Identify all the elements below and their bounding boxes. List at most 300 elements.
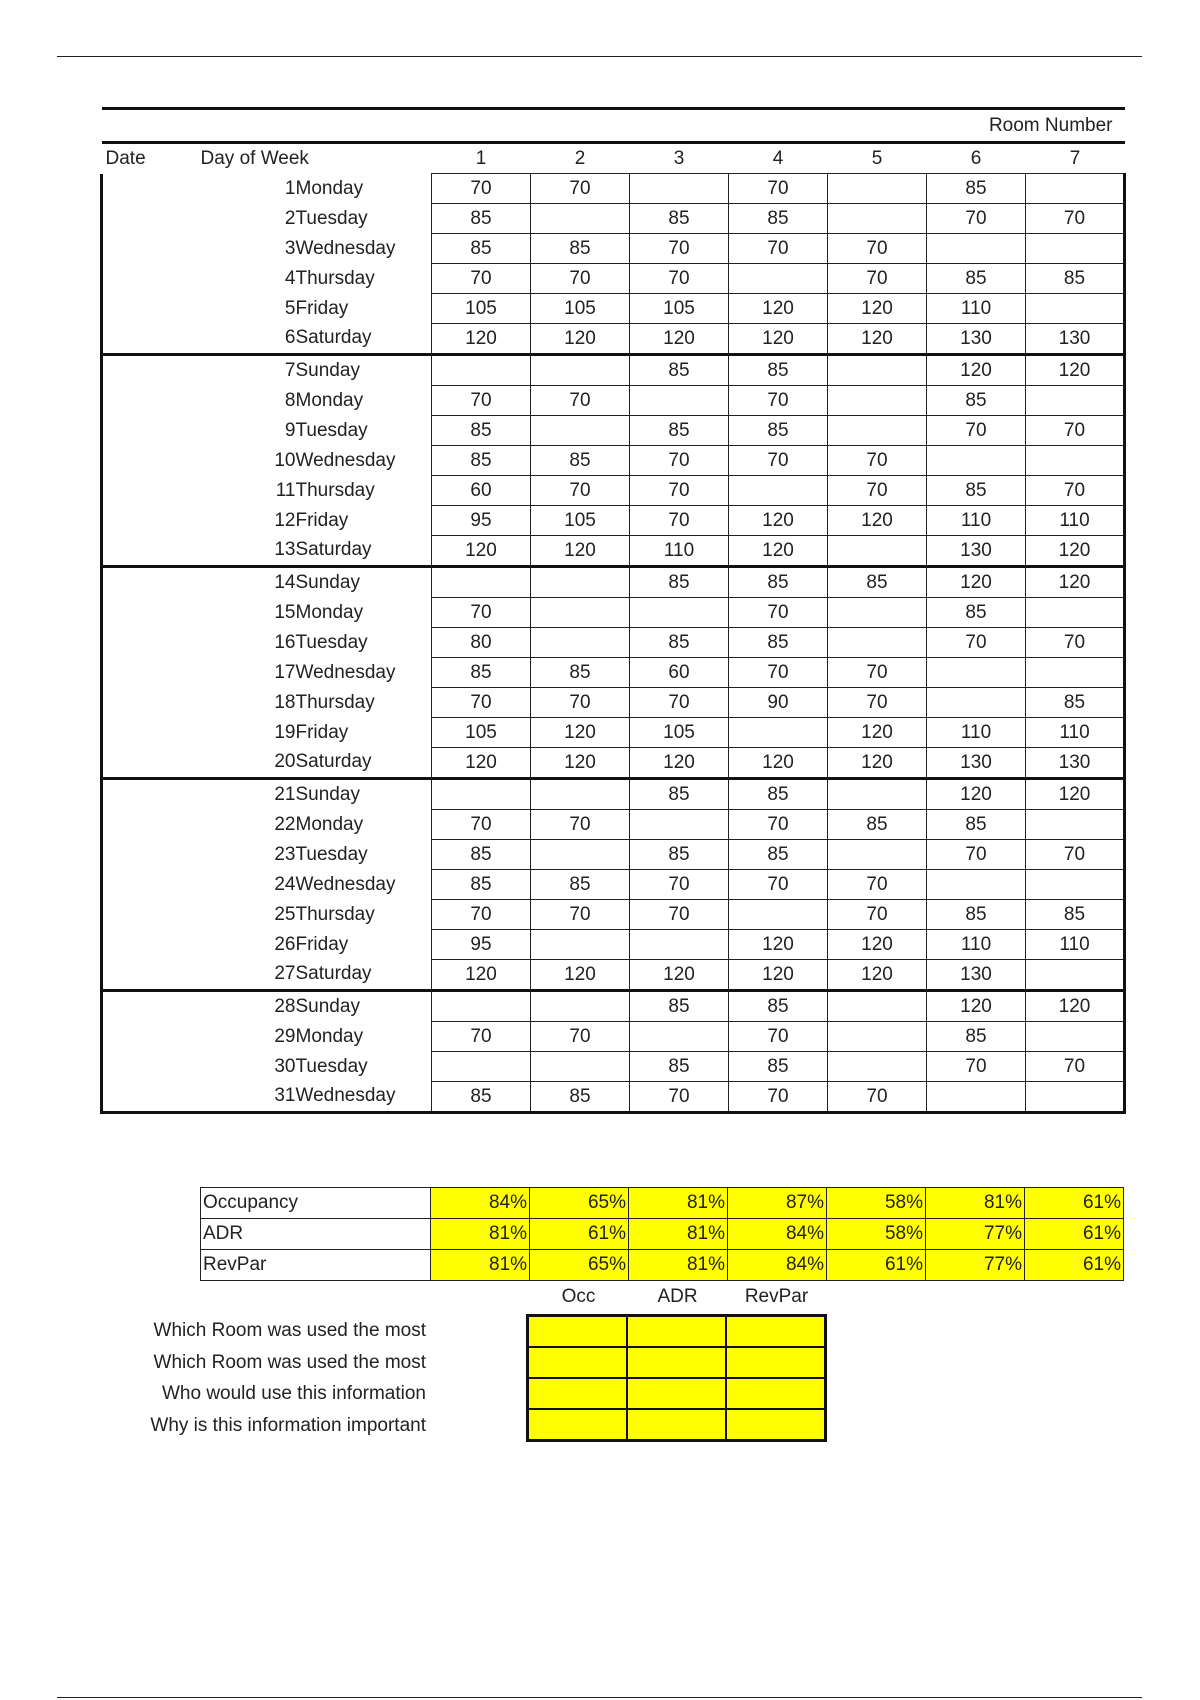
date-cell <box>102 930 199 960</box>
rate-cell: 70 <box>828 688 927 718</box>
rate-cell <box>1026 234 1125 264</box>
day-name: Saturday <box>295 327 372 349</box>
rate-cell: 85 <box>630 355 729 386</box>
day-cell <box>199 628 432 658</box>
table-row <box>102 1022 1125 1052</box>
rate-cell <box>828 355 927 386</box>
rate-cell <box>531 991 630 1022</box>
rate-cell: 85 <box>1026 688 1125 718</box>
answer-cell[interactable] <box>528 1316 628 1348</box>
rate-cell: 70 <box>531 810 630 840</box>
table-row <box>102 536 1125 567</box>
rate-cell <box>630 810 729 840</box>
day-cell <box>199 174 432 204</box>
table-row <box>102 900 1125 930</box>
rate-cell <box>927 658 1026 688</box>
table-row <box>102 476 1125 506</box>
rate-cell <box>1026 598 1125 628</box>
rate-cell: 70 <box>1026 628 1125 658</box>
rate-cell <box>729 900 828 930</box>
day-name: Friday <box>295 933 349 955</box>
day-name: Monday <box>295 389 364 411</box>
date-cell <box>102 355 199 386</box>
answer-cell[interactable] <box>627 1378 726 1409</box>
table-row <box>102 718 1125 748</box>
rate-cell: 120 <box>729 294 828 324</box>
summary-value: 77% <box>926 1250 1025 1281</box>
rate-cell <box>927 688 1026 718</box>
rate-cell: 70 <box>729 658 828 688</box>
rate-cell: 105 <box>531 506 630 536</box>
date-number: 24 <box>274 873 296 895</box>
rate-cell: 85 <box>1026 900 1125 930</box>
rate-cell: 70 <box>927 628 1026 658</box>
day-name: Tuesday <box>295 1055 368 1077</box>
rate-cell: 70 <box>729 234 828 264</box>
rate-cell: 105 <box>630 294 729 324</box>
date-cell <box>102 264 199 294</box>
rate-cell <box>630 930 729 960</box>
rate-cell: 85 <box>432 234 531 264</box>
rate-cell: 120 <box>531 324 630 355</box>
date-number: 5 <box>284 297 296 319</box>
rate-cell: 120 <box>828 748 927 779</box>
day-cell <box>199 1052 432 1082</box>
day-name: Tuesday <box>295 631 368 653</box>
rate-cell: 70 <box>432 386 531 416</box>
answer-cell[interactable] <box>726 1409 826 1441</box>
rate-cell: 85 <box>729 567 828 598</box>
table-row <box>102 416 1125 446</box>
rate-cell: 85 <box>630 991 729 1022</box>
rate-cell: 110 <box>927 718 1026 748</box>
date-number: 25 <box>274 903 296 925</box>
day-cell <box>199 779 432 810</box>
rate-cell: 85 <box>432 658 531 688</box>
day-name: Wednesday <box>295 661 396 683</box>
rate-cell: 70 <box>531 264 630 294</box>
table-row <box>102 506 1125 536</box>
summary-value: 77% <box>926 1219 1025 1250</box>
rate-cell: 85 <box>729 416 828 446</box>
date-cell <box>102 840 199 870</box>
date-cell <box>102 628 199 658</box>
rate-cell: 70 <box>729 1022 828 1052</box>
summary-value: 61% <box>530 1219 629 1250</box>
room-column-header: 4 <box>729 143 828 174</box>
date-cell <box>102 900 199 930</box>
day-name: Saturday <box>295 751 372 773</box>
rate-cell: 85 <box>927 598 1026 628</box>
rate-cell: 85 <box>531 658 630 688</box>
summary-value: 61% <box>1025 1250 1124 1281</box>
summary-row <box>201 1219 1124 1250</box>
date-cell <box>102 174 199 204</box>
rate-cell: 85 <box>531 446 630 476</box>
date-number: 7 <box>284 359 296 381</box>
rate-cell: 85 <box>729 1052 828 1082</box>
rate-cell: 70 <box>828 870 927 900</box>
day-cell <box>199 446 432 476</box>
day-name: Thursday <box>295 479 375 501</box>
day-cell <box>199 536 432 567</box>
rate-cell: 85 <box>927 386 1026 416</box>
rate-cell: 120 <box>828 930 927 960</box>
date-cell <box>102 960 199 991</box>
rate-cell <box>927 234 1026 264</box>
rate-cell: 70 <box>828 1082 927 1113</box>
date-number: 17 <box>274 661 296 683</box>
rate-cell: 120 <box>927 567 1026 598</box>
rate-cell <box>531 1052 630 1082</box>
rate-cell: 85 <box>729 355 828 386</box>
banner-spacer <box>102 109 199 143</box>
date-cell <box>102 810 199 840</box>
table-row <box>102 840 1125 870</box>
rate-cell <box>828 1022 927 1052</box>
rate-cell <box>1026 446 1125 476</box>
date-number: 15 <box>274 601 296 623</box>
room-column-header: 1 <box>432 143 531 174</box>
rate-cell: 130 <box>927 748 1026 779</box>
day-column-header: Day of Week <box>199 143 432 174</box>
rate-cell <box>531 416 630 446</box>
room-column-header: 7 <box>1026 143 1125 174</box>
day-name: Sunday <box>295 571 360 593</box>
answer-cell[interactable] <box>528 1347 628 1378</box>
day-name: Monday <box>295 601 364 623</box>
summary-value: 81% <box>431 1219 530 1250</box>
answer-cell[interactable] <box>528 1378 628 1409</box>
day-cell <box>199 476 432 506</box>
rate-cell: 85 <box>630 416 729 446</box>
date-number: 26 <box>274 933 296 955</box>
room-column-header: 2 <box>531 143 630 174</box>
table-row <box>102 930 1125 960</box>
rate-cell <box>630 386 729 416</box>
rate-cell: 85 <box>828 810 927 840</box>
day-cell <box>199 960 432 991</box>
summary-value: 84% <box>728 1219 827 1250</box>
day-cell <box>199 386 432 416</box>
date-number: 3 <box>284 237 296 259</box>
room-column-header: 6 <box>927 143 1026 174</box>
day-cell <box>199 1022 432 1052</box>
date-number: 28 <box>274 995 296 1017</box>
rate-cell: 70 <box>927 416 1026 446</box>
rate-cell: 85 <box>1026 264 1125 294</box>
rate-cell: 120 <box>729 506 828 536</box>
rate-cell: 85 <box>927 900 1026 930</box>
banner-spacer <box>630 109 729 143</box>
summary-table <box>200 1187 1124 1281</box>
date-number: 8 <box>284 389 296 411</box>
summary-row <box>201 1250 1124 1281</box>
day-name: Wednesday <box>295 873 396 895</box>
rate-cell: 70 <box>432 900 531 930</box>
date-number: 27 <box>274 963 296 985</box>
summary-value: 84% <box>431 1188 530 1219</box>
table-row <box>102 204 1125 234</box>
rate-cell: 70 <box>927 840 1026 870</box>
rate-cell: 70 <box>432 688 531 718</box>
rate-cell: 85 <box>630 204 729 234</box>
rate-cell <box>531 779 630 810</box>
rate-cell: 70 <box>432 598 531 628</box>
rate-cell <box>927 446 1026 476</box>
table-row <box>102 628 1125 658</box>
day-name: Friday <box>295 509 349 531</box>
rate-cell: 85 <box>432 840 531 870</box>
rate-cell: 90 <box>729 688 828 718</box>
rate-cell <box>531 628 630 658</box>
rate-cell <box>828 779 927 810</box>
day-name: Thursday <box>295 691 375 713</box>
rate-cell <box>531 355 630 386</box>
rate-cell: 120 <box>1026 355 1125 386</box>
summary-value: 84% <box>728 1250 827 1281</box>
rate-cell: 110 <box>1026 930 1125 960</box>
day-name: Tuesday <box>295 843 368 865</box>
rate-cell: 85 <box>927 174 1026 204</box>
day-cell <box>199 930 432 960</box>
table-row <box>102 810 1125 840</box>
room-column-header: 3 <box>630 143 729 174</box>
table-row <box>102 1082 1125 1113</box>
date-number: 23 <box>274 843 296 865</box>
answer-cell[interactable] <box>726 1347 826 1378</box>
rate-cell: 70 <box>630 900 729 930</box>
day-name: Wednesday <box>295 237 396 259</box>
day-name: Tuesday <box>295 419 368 441</box>
date-number: 9 <box>284 419 296 441</box>
rate-cell: 120 <box>729 536 828 567</box>
rate-cell: 120 <box>729 960 828 991</box>
summary-value: 81% <box>629 1219 728 1250</box>
date-number: 4 <box>284 267 296 289</box>
rate-cell <box>828 1052 927 1082</box>
table-row <box>102 658 1125 688</box>
date-number: 16 <box>274 631 296 653</box>
rate-cell: 70 <box>630 688 729 718</box>
rate-cell: 85 <box>729 991 828 1022</box>
date-cell <box>102 1022 199 1052</box>
date-cell <box>102 779 199 810</box>
date-cell <box>102 870 199 900</box>
summary-value: 58% <box>827 1188 926 1219</box>
day-name: Friday <box>295 721 349 743</box>
rate-cell: 85 <box>927 1022 1026 1052</box>
rate-cell <box>828 840 927 870</box>
date-cell <box>102 748 199 779</box>
rate-cell: 110 <box>1026 718 1125 748</box>
answer-grid <box>526 1314 827 1442</box>
rate-cell <box>432 1052 531 1082</box>
table-row <box>102 991 1125 1022</box>
rate-cell: 85 <box>432 416 531 446</box>
rate-cell: 85 <box>729 779 828 810</box>
day-cell <box>199 598 432 628</box>
rate-cell: 70 <box>531 386 630 416</box>
rate-cell <box>531 567 630 598</box>
summary-row <box>201 1188 1124 1219</box>
rate-cell: 70 <box>531 476 630 506</box>
rate-cell: 70 <box>729 810 828 840</box>
rate-cell <box>729 264 828 294</box>
summary-value: 58% <box>827 1219 926 1250</box>
rate-cell: 105 <box>432 718 531 748</box>
day-name: Monday <box>295 177 364 199</box>
day-cell <box>199 204 432 234</box>
rate-cell: 120 <box>630 324 729 355</box>
day-cell <box>199 567 432 598</box>
rate-cell <box>927 870 1026 900</box>
summary-label: ADR <box>201 1219 431 1250</box>
date-number: 31 <box>274 1085 296 1107</box>
rate-cell: 70 <box>531 174 630 204</box>
rate-cell: 85 <box>729 204 828 234</box>
rate-cell <box>927 1082 1026 1113</box>
rate-cell: 85 <box>927 810 1026 840</box>
rate-cell <box>630 598 729 628</box>
answer-cell[interactable] <box>627 1316 726 1348</box>
rate-cell: 120 <box>432 748 531 779</box>
rate-cell <box>828 628 927 658</box>
column-header-row <box>102 143 1125 174</box>
rate-cell: 70 <box>630 870 729 900</box>
answer-cell[interactable] <box>627 1409 726 1441</box>
date-number: 14 <box>274 571 296 593</box>
rate-cell: 70 <box>828 234 927 264</box>
summary-label: RevPar <box>201 1250 431 1281</box>
rate-cell: 105 <box>432 294 531 324</box>
rate-cell: 70 <box>828 900 927 930</box>
rate-cell: 95 <box>432 930 531 960</box>
rate-cell: 70 <box>729 446 828 476</box>
day-cell <box>199 870 432 900</box>
date-number: 10 <box>274 449 296 471</box>
rate-cell <box>828 204 927 234</box>
top-rule <box>57 56 1142 57</box>
table-row <box>102 234 1125 264</box>
day-name: Thursday <box>295 267 375 289</box>
rate-cell: 70 <box>531 688 630 718</box>
day-name: Tuesday <box>295 207 368 229</box>
answer-cell[interactable] <box>627 1347 726 1378</box>
rate-cell: 80 <box>432 628 531 658</box>
rate-cell <box>828 386 927 416</box>
summary-label: Occupancy <box>201 1188 431 1219</box>
rate-cell: 70 <box>630 264 729 294</box>
rate-cell: 70 <box>531 900 630 930</box>
answer-cell[interactable] <box>528 1409 628 1441</box>
rate-cell: 130 <box>1026 324 1125 355</box>
rate-cell <box>1026 960 1125 991</box>
date-number: 30 <box>274 1055 296 1077</box>
rate-cell: 70 <box>828 446 927 476</box>
rate-cell: 70 <box>630 446 729 476</box>
day-cell <box>199 264 432 294</box>
summary-value: 61% <box>1025 1188 1124 1219</box>
question-3: Who would use this information <box>161 1383 426 1404</box>
rate-cell <box>828 416 927 446</box>
day-cell <box>199 991 432 1022</box>
rate-cell: 70 <box>531 1022 630 1052</box>
summary-value: 81% <box>629 1250 728 1281</box>
question-4: Why is this information important <box>150 1415 426 1436</box>
date-cell <box>102 688 199 718</box>
rate-cell: 120 <box>1026 567 1125 598</box>
rate-cell <box>630 1022 729 1052</box>
rate-cell: 130 <box>927 536 1026 567</box>
table-row <box>102 324 1125 355</box>
rate-cell: 120 <box>531 718 630 748</box>
date-cell <box>102 567 199 598</box>
rate-cell: 70 <box>828 658 927 688</box>
summary-value: 81% <box>431 1250 530 1281</box>
rate-cell: 120 <box>630 960 729 991</box>
rate-cell <box>729 718 828 748</box>
date-cell <box>102 658 199 688</box>
rate-cell: 95 <box>432 506 531 536</box>
date-number: 22 <box>274 813 296 835</box>
rate-cell: 70 <box>729 174 828 204</box>
day-name: Sunday <box>295 995 360 1017</box>
day-cell <box>199 658 432 688</box>
rate-cell: 130 <box>927 960 1026 991</box>
date-cell <box>102 386 199 416</box>
day-cell <box>199 506 432 536</box>
rate-cell <box>432 355 531 386</box>
rate-cell: 120 <box>531 960 630 991</box>
table-row <box>102 870 1125 900</box>
rate-cell: 120 <box>828 506 927 536</box>
day-cell <box>199 810 432 840</box>
day-cell <box>199 718 432 748</box>
rate-cell: 70 <box>1026 840 1125 870</box>
date-number: 6 <box>284 327 296 349</box>
summary-value: 61% <box>1025 1219 1124 1250</box>
question-2: Which Room was used the most <box>153 1352 426 1373</box>
date-cell <box>102 234 199 264</box>
rate-cell: 120 <box>927 779 1026 810</box>
answer-cell[interactable] <box>726 1316 826 1348</box>
table-row <box>102 688 1125 718</box>
rate-cell: 85 <box>630 840 729 870</box>
date-cell <box>102 1082 199 1113</box>
rate-cell: 70 <box>729 870 828 900</box>
rate-cell: 120 <box>729 748 828 779</box>
rate-cell <box>729 476 828 506</box>
rate-cell <box>828 598 927 628</box>
date-cell <box>102 991 199 1022</box>
answer-cell[interactable] <box>726 1378 826 1409</box>
rate-cell: 85 <box>630 628 729 658</box>
rate-cell: 85 <box>432 446 531 476</box>
banner-spacer <box>432 109 531 143</box>
rate-cell: 70 <box>432 264 531 294</box>
rate-cell: 105 <box>630 718 729 748</box>
day-name: Friday <box>295 297 349 319</box>
rate-cell: 70 <box>630 476 729 506</box>
room-number-banner-row <box>102 109 1125 143</box>
rate-cell: 60 <box>630 658 729 688</box>
rate-cell: 120 <box>828 324 927 355</box>
summary-value: 65% <box>530 1188 629 1219</box>
day-cell <box>199 294 432 324</box>
banner-spacer <box>531 109 630 143</box>
day-name: Saturday <box>295 963 372 985</box>
